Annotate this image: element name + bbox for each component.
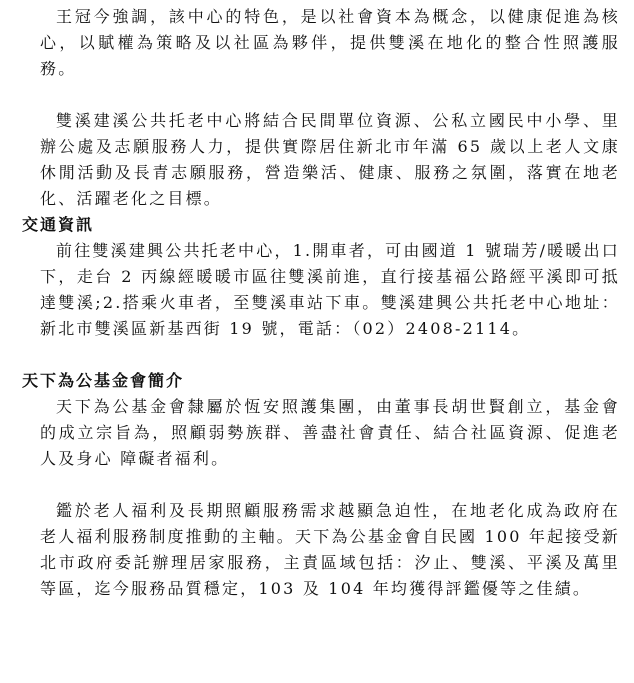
intro-paragraph-2: 雙溪建溪公共托老中心將結合民間單位資源、公私立國民中小學、里辦公處及志願服務人力，提供實際居住新北市年滿 65 歲以上老人文康休閒活動及長青志願服務，營造樂活、健康、服務之氛圍，落實在地老化、活躍老化之目標。	[40, 111, 620, 208]
spacer	[40, 472, 620, 498]
spacer	[40, 342, 620, 368]
foundation-paragraph-1: 天下為公基金會隸屬於恆安照護集團，由董事長胡世賢創立，基金會的成立宗旨為，照顧弱勢族群、善盡社會責任、結合社區資源、促進老人及身心 障礙者福利。	[40, 397, 620, 468]
traffic-heading: 交通資訊	[22, 215, 95, 234]
foundation-heading: 天下為公基金會簡介	[22, 371, 185, 390]
traffic-paragraph: 前往雙溪建興公共托老中心，1.開車者，可由國道 1 號瑞芳/暖暖出口下，走台 2 丙線經暖暖市區往雙溪前進，直行接基福公路經平溪即可抵達雙溪;2.搭乘火車者，至雙溪車站下車。雙溪建興公共托老中心地址：新北市雙溪區新基西街 19 號，電話：（02）2408-2114。	[40, 241, 620, 338]
spacer	[40, 82, 620, 108]
foundation-paragraph-2: 鑑於老人福利及長期照顧服務需求越顯急迫性，在地老化成為政府在老人福利服務制度推動的主軸。天下為公基金會自民國 100 年起接受新北市政府委託辦理居家服務，主責區域包括：汐止、雙溪、平溪及萬里等區，迄今服務品質穩定，103 及 104 年均獲得評鑑優等之佳績。	[40, 501, 620, 598]
intro-paragraph-1: 王冠今強調，該中心的特色，是以社會資本為概念，以健康促進為核心，以賦權為策略及以社區為夥伴，提供雙溪在地化的整合性照護服務。	[40, 7, 620, 78]
